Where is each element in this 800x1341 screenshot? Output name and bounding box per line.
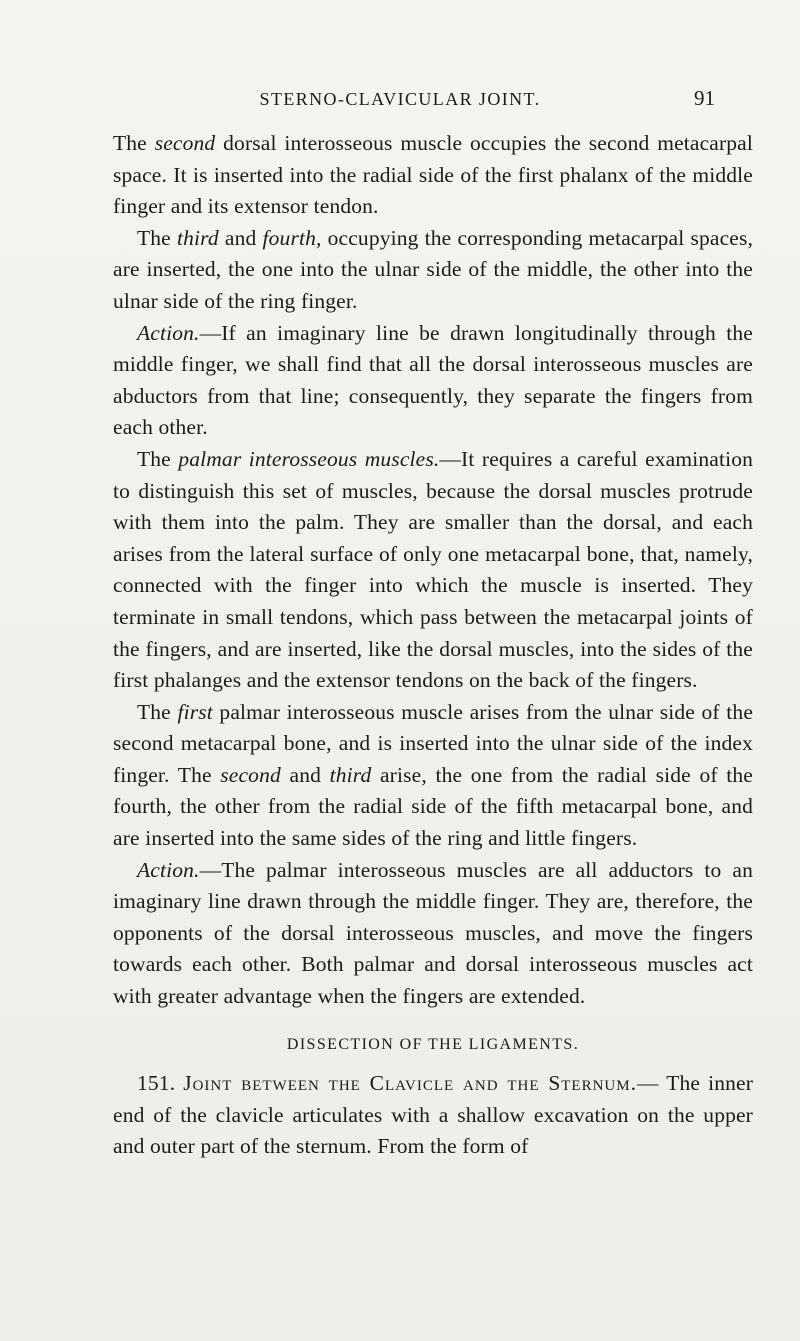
paragraph-third-fourth xyxy=(113,223,753,318)
text-run: —If an imaginary line be drawn longitudinally through the middle finger, we shall find that all the dorsal interosseous muscles are abductors from that line; consequently, they separate the fingers from each other. xyxy=(113,320,753,440)
page-number: 91 xyxy=(694,86,715,110)
running-title: STERNO-CLAVICULAR JOINT. xyxy=(259,89,541,109)
paragraph-dorsal-action xyxy=(113,318,753,444)
italic-term: fourth, xyxy=(262,225,322,250)
text-run: occupying the corresponding metacarpal spaces, are inserted, the one into the ulnar side of the middle, the other into the ulnar side of the ring finger. xyxy=(113,225,753,313)
italic-term: second xyxy=(220,762,281,787)
text-run: arise, the one from the radial side of the fourth, the other from the radial side of the fifth metacarpal bone, and are inserted into the same sides of the ring and little fingers. xyxy=(113,762,753,851)
text-run: palmar interosseous muscle arises from the ulnar side of the second metacarpal bone, and is inserted into the ulnar side of the index finger. The xyxy=(113,699,754,787)
paragraph-first-palmar xyxy=(113,697,753,855)
paragraph-palmar-action xyxy=(113,855,753,1013)
italic-term: second xyxy=(154,131,216,155)
paragraph-palmar-interossei xyxy=(113,444,753,697)
italic-term: third xyxy=(177,225,219,250)
article-sterno-clavicular xyxy=(113,1068,753,1163)
italic-term: Action. xyxy=(137,857,200,882)
italic-term: palmar interosseous muscles. xyxy=(178,446,440,471)
italic-term: first xyxy=(177,699,213,724)
text-run: The xyxy=(137,699,178,724)
text-run: and xyxy=(280,762,330,787)
article-dash: — xyxy=(636,1071,659,1096)
section-heading: DISSECTION OF THE LIGAMENTS. xyxy=(286,1035,580,1053)
text-run: dorsal interosseous muscle occupies the second metacarpal space. It is inserted into the radial side of the first phalanx of the middle finger and its extensor tendon. xyxy=(113,131,754,219)
body-text xyxy=(113,128,753,1163)
text-run: —It requires a careful examination to distinguish this set of muscles, because the dorsal muscles protrude with them into the palm. They are smaller than the dorsal, and each arises from the lateral surface of only one metacarpal bone, that, namely, connected with the finger into which the muscle is inserted. They terminate in small tendons, which pass between the metacarpal joints of the fingers, and are inserted, like the dorsal muscles, into the sides of the first phalanges and the extensor tendons on the back of the fingers. xyxy=(113,446,753,693)
text-run: The xyxy=(137,446,179,471)
text-run: The xyxy=(113,131,155,155)
running-head xyxy=(60,86,740,114)
article-text: The inner end of the clavicle articulates with a shallow excavation on the upper and outer part of the sternum. From the form of xyxy=(113,1071,754,1159)
text-run: The xyxy=(137,225,177,250)
italic-term: Action. xyxy=(137,320,200,345)
article-title: Joint between the Clavicle and the Sternum. xyxy=(183,1071,637,1096)
article-number: 151. xyxy=(137,1071,176,1096)
text-run: and xyxy=(218,225,263,250)
paragraph-second-dorsal xyxy=(113,128,753,223)
italic-term: third xyxy=(329,762,372,787)
text-run: —The palmar interosseous muscles are all adductors to an imaginary line drawn through the middle finger. They are, therefore, the opponents of the dorsal interosseous muscles, and move the fingers towards each other. Both palmar and dorsal interosseous muscles act with greater advantage when the fingers are extended. xyxy=(113,857,753,1009)
